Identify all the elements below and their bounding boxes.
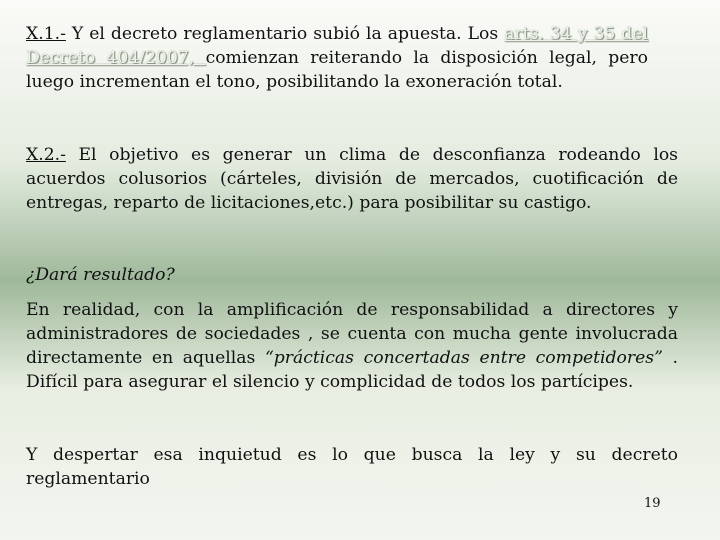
- paragraph-x1-text-start: Y el decreto reglamentario subió la apuesta. Los: [65, 24, 505, 44]
- paragraph-conclusion: Y despertar esa inquietud es lo que busca la ley y su decreto reglamentario: [26, 445, 678, 489]
- paragraph-x2-text: El objetivo es generar un clima de desconfianza rodeando los acuerdos colusorios (cárteles, división de mercados, cuotificación de entregas, reparto de licitaciones,etc.) para posibilitar su castigo.: [26, 145, 678, 213]
- section-label-x2: X.2.-: [26, 145, 66, 165]
- page-number: 19: [644, 496, 661, 511]
- paragraph-reality-text-end: . Difícil para asegurar el silencio y complicidad de todos los partícipes.: [26, 348, 678, 392]
- section-label-x1: X.1.-: [26, 24, 66, 44]
- paragraph-x1: [26, 22, 648, 94]
- paragraph-reality: [26, 298, 678, 394]
- paragraph-x2: [26, 143, 678, 215]
- paragraph-reality-text-start: En realidad, con la amplificación de responsabilidad a directores y administradores de sociedades , se cuenta con mucha gente involucrada directamente en aquellas: [26, 300, 678, 368]
- decree-articles-link[interactable]: arts. 34 y 35 del Decreto 404/2007,: [26, 24, 648, 68]
- question-heading: ¿Dará resultado?: [26, 265, 175, 285]
- paragraph-x1-text-end: comienzan reiterando la disposición legal, pero luego incrementan el tono, posibilitando la exoneración total.: [26, 48, 649, 92]
- concerted-practices-quote: “prácticas concertadas entre competidores”: [264, 348, 663, 368]
